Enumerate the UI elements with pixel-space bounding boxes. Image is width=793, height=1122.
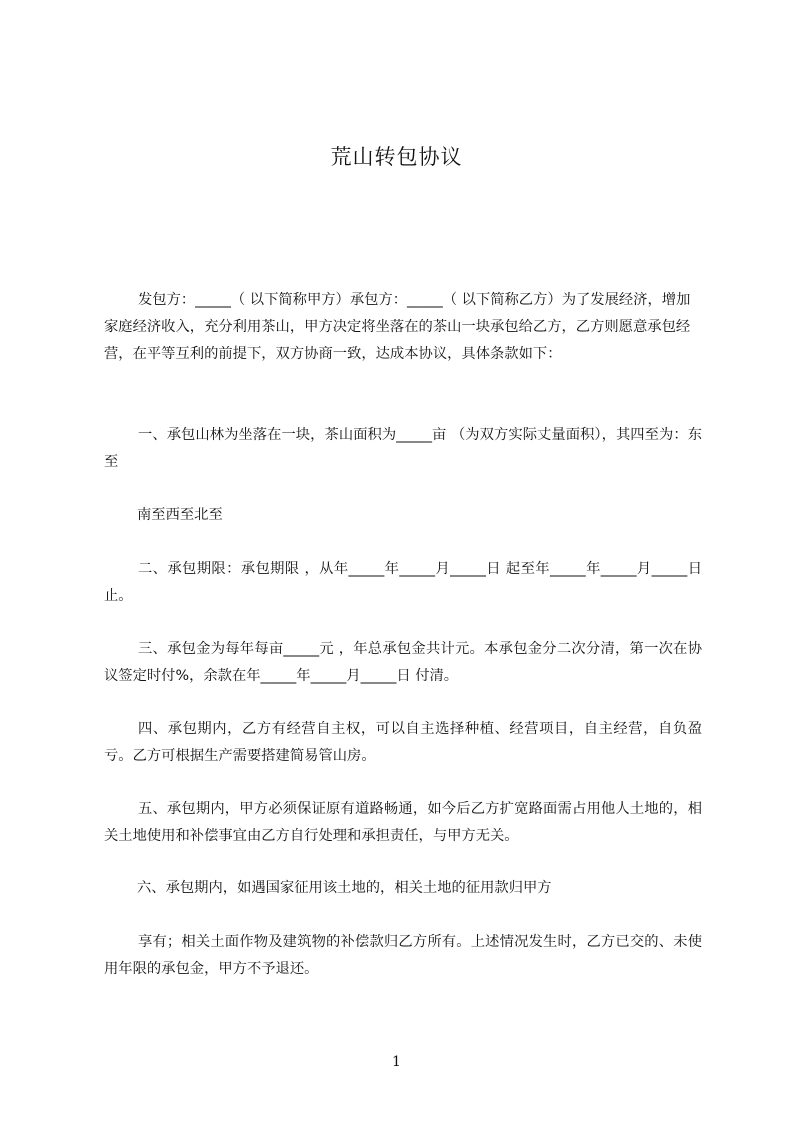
clause-2-paragraph: 二、承包期限：承包期限 ，从年_____年_____月_____日 起至年_____年_____月_____日 止。 xyxy=(104,561,702,604)
clause-3-paragraph: 三、承包金为每年每亩_____元 ，年总承包金共计元。本承包金分二次分清，第一次在协议签定时付%，余款在年_____年_____月_____日 付清。 xyxy=(104,641,702,684)
intro-paragraph: 发包方：_____（ 以下简称甲方）承包方：_____（ 以下简称乙方）为了发展经济，增加家庭经济收入，充分利用茶山，甲方决定将坐落在的茶山一块承包给乙方，乙方则愿意承包经营，在平等互利的前提下，双方协商一致，达成本协议，具体条款如下： xyxy=(104,292,691,362)
clause-1-continuation: 南至西至北至 xyxy=(137,507,223,523)
page-number: 1 xyxy=(392,1054,401,1070)
document-title: 荒山转包协议 xyxy=(330,145,463,169)
clause-4-paragraph: 四、承包期内，乙方有经营自主权，可以自主选择种植、经营项目，自主经营，自负盈亏。乙方可根据生产需要搭建简易管山房。 xyxy=(104,721,702,764)
clause-1-paragraph: 一、承包山林为坐落在一块，茶山面积为_____亩 （为双方实际丈量面积），其四至为：东至 xyxy=(104,427,702,470)
clause-6-paragraph: 六、承包期内，如遇国家征用该土地的，相关土地的征用款归甲方 xyxy=(137,880,552,896)
clause-5-paragraph: 五、承包期内，甲方必须保证原有道路畅通，如今后乙方扩宽路面需占用他人土地的，相关土地使用和补偿事宜由乙方自行处理和承担责任，与甲方无关。 xyxy=(104,801,702,844)
clause-6-continuation: 享有；相关土面作物及建筑物的补偿款归乙方所有。上述情况发生时，乙方已交的、未使用年限的承包金，甲方不予退还。 xyxy=(104,934,702,977)
